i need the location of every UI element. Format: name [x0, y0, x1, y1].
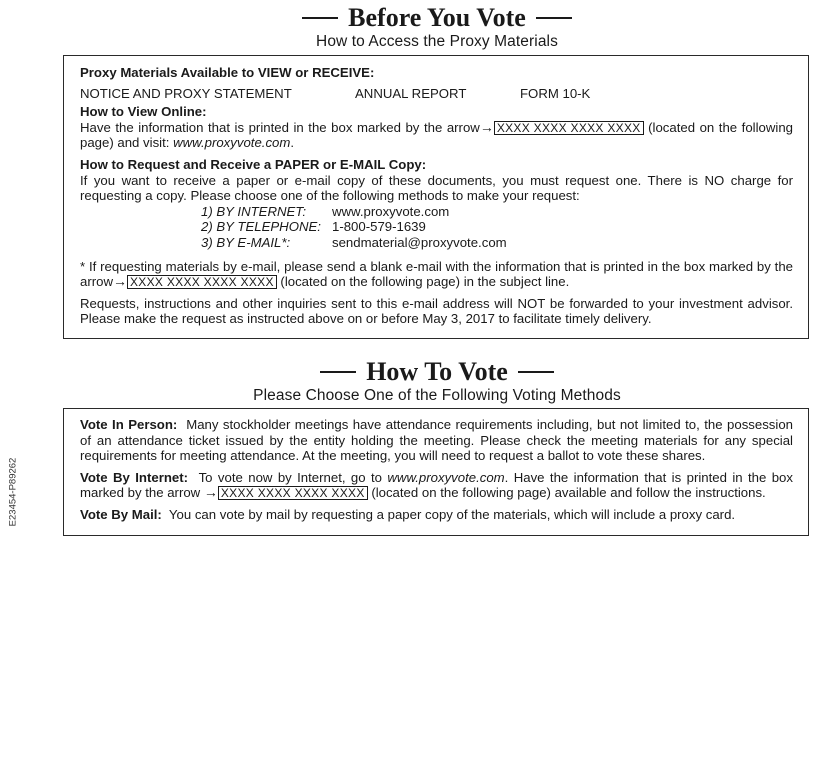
vote-by-internet-text-a: To vote now by Internet, go to: [198, 469, 382, 485]
document-code-text: E23454-P89262: [7, 457, 19, 527]
vote-by-internet: [80, 470, 793, 501]
proxyvote-url[interactable]: www.proxyvote.com: [173, 135, 291, 151]
doc-item: ANNUAL REPORT: [355, 85, 467, 101]
how-to-vote-heading: [62, 357, 812, 405]
view-online-text-post: (located on the following page) and visit:: [80, 119, 793, 151]
title-rule-left: [302, 17, 338, 19]
before-title: Before You Vote: [348, 3, 526, 32]
before-you-vote-heading: [62, 3, 812, 51]
before-subtitle: How to Access the Proxy Materials: [316, 33, 558, 50]
method-value[interactable]: 1-800-579-1639: [332, 219, 426, 235]
how-to-vote-subtitle: Please Choose One of the Following Voting Methods: [253, 387, 621, 404]
vote-by-internet-text-c: (located on the following page) available and follow the instructions.: [371, 485, 766, 501]
materials-doc-list: [80, 86, 793, 102]
vote-in-person-text: Many stockholder meetings have attendance requirements including, but not limited to, the possession of an attendance ticket issued by the entity holding the meeting. Please check the meeting materials for any special requirements for meeting attendance. At the meeting, you will need to request a ballot to vote these shares.: [80, 417, 793, 464]
voting-methods-box: [63, 408, 809, 536]
method-label: 3) BY E-MAIL*:: [201, 234, 291, 250]
vote-by-internet-text-b: . Have the information that is printed in the box marked by the arrow: [80, 469, 793, 501]
section-title: [62, 357, 812, 387]
requests-note: Requests, instructions and other inquiries sent to this e-mail address will NOT be forwarded to your investment advisor. Please make the request as instructed above on or before May 3, 2017 to facilitate timely delivery.: [80, 295, 793, 327]
title-rule-left: [320, 371, 356, 373]
request-methods: [201, 204, 793, 251]
method-value[interactable]: sendmaterial@proxyvote.com: [332, 234, 507, 250]
arrow-icon: →: [203, 484, 218, 501]
vote-by-mail-label: Vote By Mail:: [80, 506, 162, 522]
vote-by-internet-label: Vote By Internet:: [80, 469, 189, 485]
email-note: [80, 259, 793, 290]
email-note-text-pre: * If requesting materials by e-mail, please send a blank e-mail with the information that is printed in the box marked by the arrow: [80, 258, 793, 290]
control-number-box: XXXX XXXX XXXX XXXX: [218, 486, 368, 500]
doc-item: FORM 10-K: [520, 85, 591, 101]
method-row: [201, 235, 793, 251]
arrow-icon: →: [112, 273, 127, 290]
arrow-icon: →: [479, 118, 494, 135]
view-online-heading: How to View Online:: [80, 104, 207, 120]
vote-by-mail: [80, 507, 793, 523]
view-online-text-pre: Have the information that is printed in the box marked by the arrow: [80, 119, 480, 135]
section-title: [62, 3, 812, 33]
method-label: 2) BY TELEPHONE:: [201, 219, 321, 235]
control-number-box: XXXX XXXX XXXX XXXX: [127, 275, 277, 289]
method-row: [201, 219, 793, 235]
how-to-vote-title: How To Vote: [366, 357, 508, 386]
title-rule-right: [518, 371, 554, 373]
request-heading: How to Request and Receive a PAPER or E-MAIL Copy:: [80, 156, 427, 172]
doc-item: NOTICE AND PROXY STATEMENT: [80, 85, 292, 101]
email-note-text-post: (located on the following page) in the subject line.: [280, 274, 570, 290]
method-value[interactable]: www.proxyvote.com: [332, 203, 450, 219]
proxy-materials-box: [63, 55, 809, 339]
vote-by-mail-text: You can vote by mail by requesting a paper copy of the materials, which will include a proxy card.: [168, 506, 736, 522]
view-online-text: [80, 120, 793, 151]
vote-in-person: [80, 417, 793, 464]
title-rule-right: [536, 17, 572, 19]
request-text: If you want to receive a paper or e-mail copy of these documents, you must request one. There is NO charge for requesting a copy. Please choose one of the following methods to make your request:: [80, 172, 793, 204]
control-number-box: XXXX XXXX XXXX XXXX: [494, 121, 644, 135]
method-row: [201, 204, 793, 220]
materials-heading: Proxy Materials Available to VIEW or RECEIVE:: [80, 65, 375, 80]
method-label: 1) BY INTERNET:: [201, 203, 307, 219]
proxyvote-url[interactable]: www.proxyvote.com: [387, 469, 505, 485]
period: .: [290, 135, 295, 151]
document-code: [6, 452, 20, 532]
vote-in-person-label: Vote In Person:: [80, 417, 178, 432]
